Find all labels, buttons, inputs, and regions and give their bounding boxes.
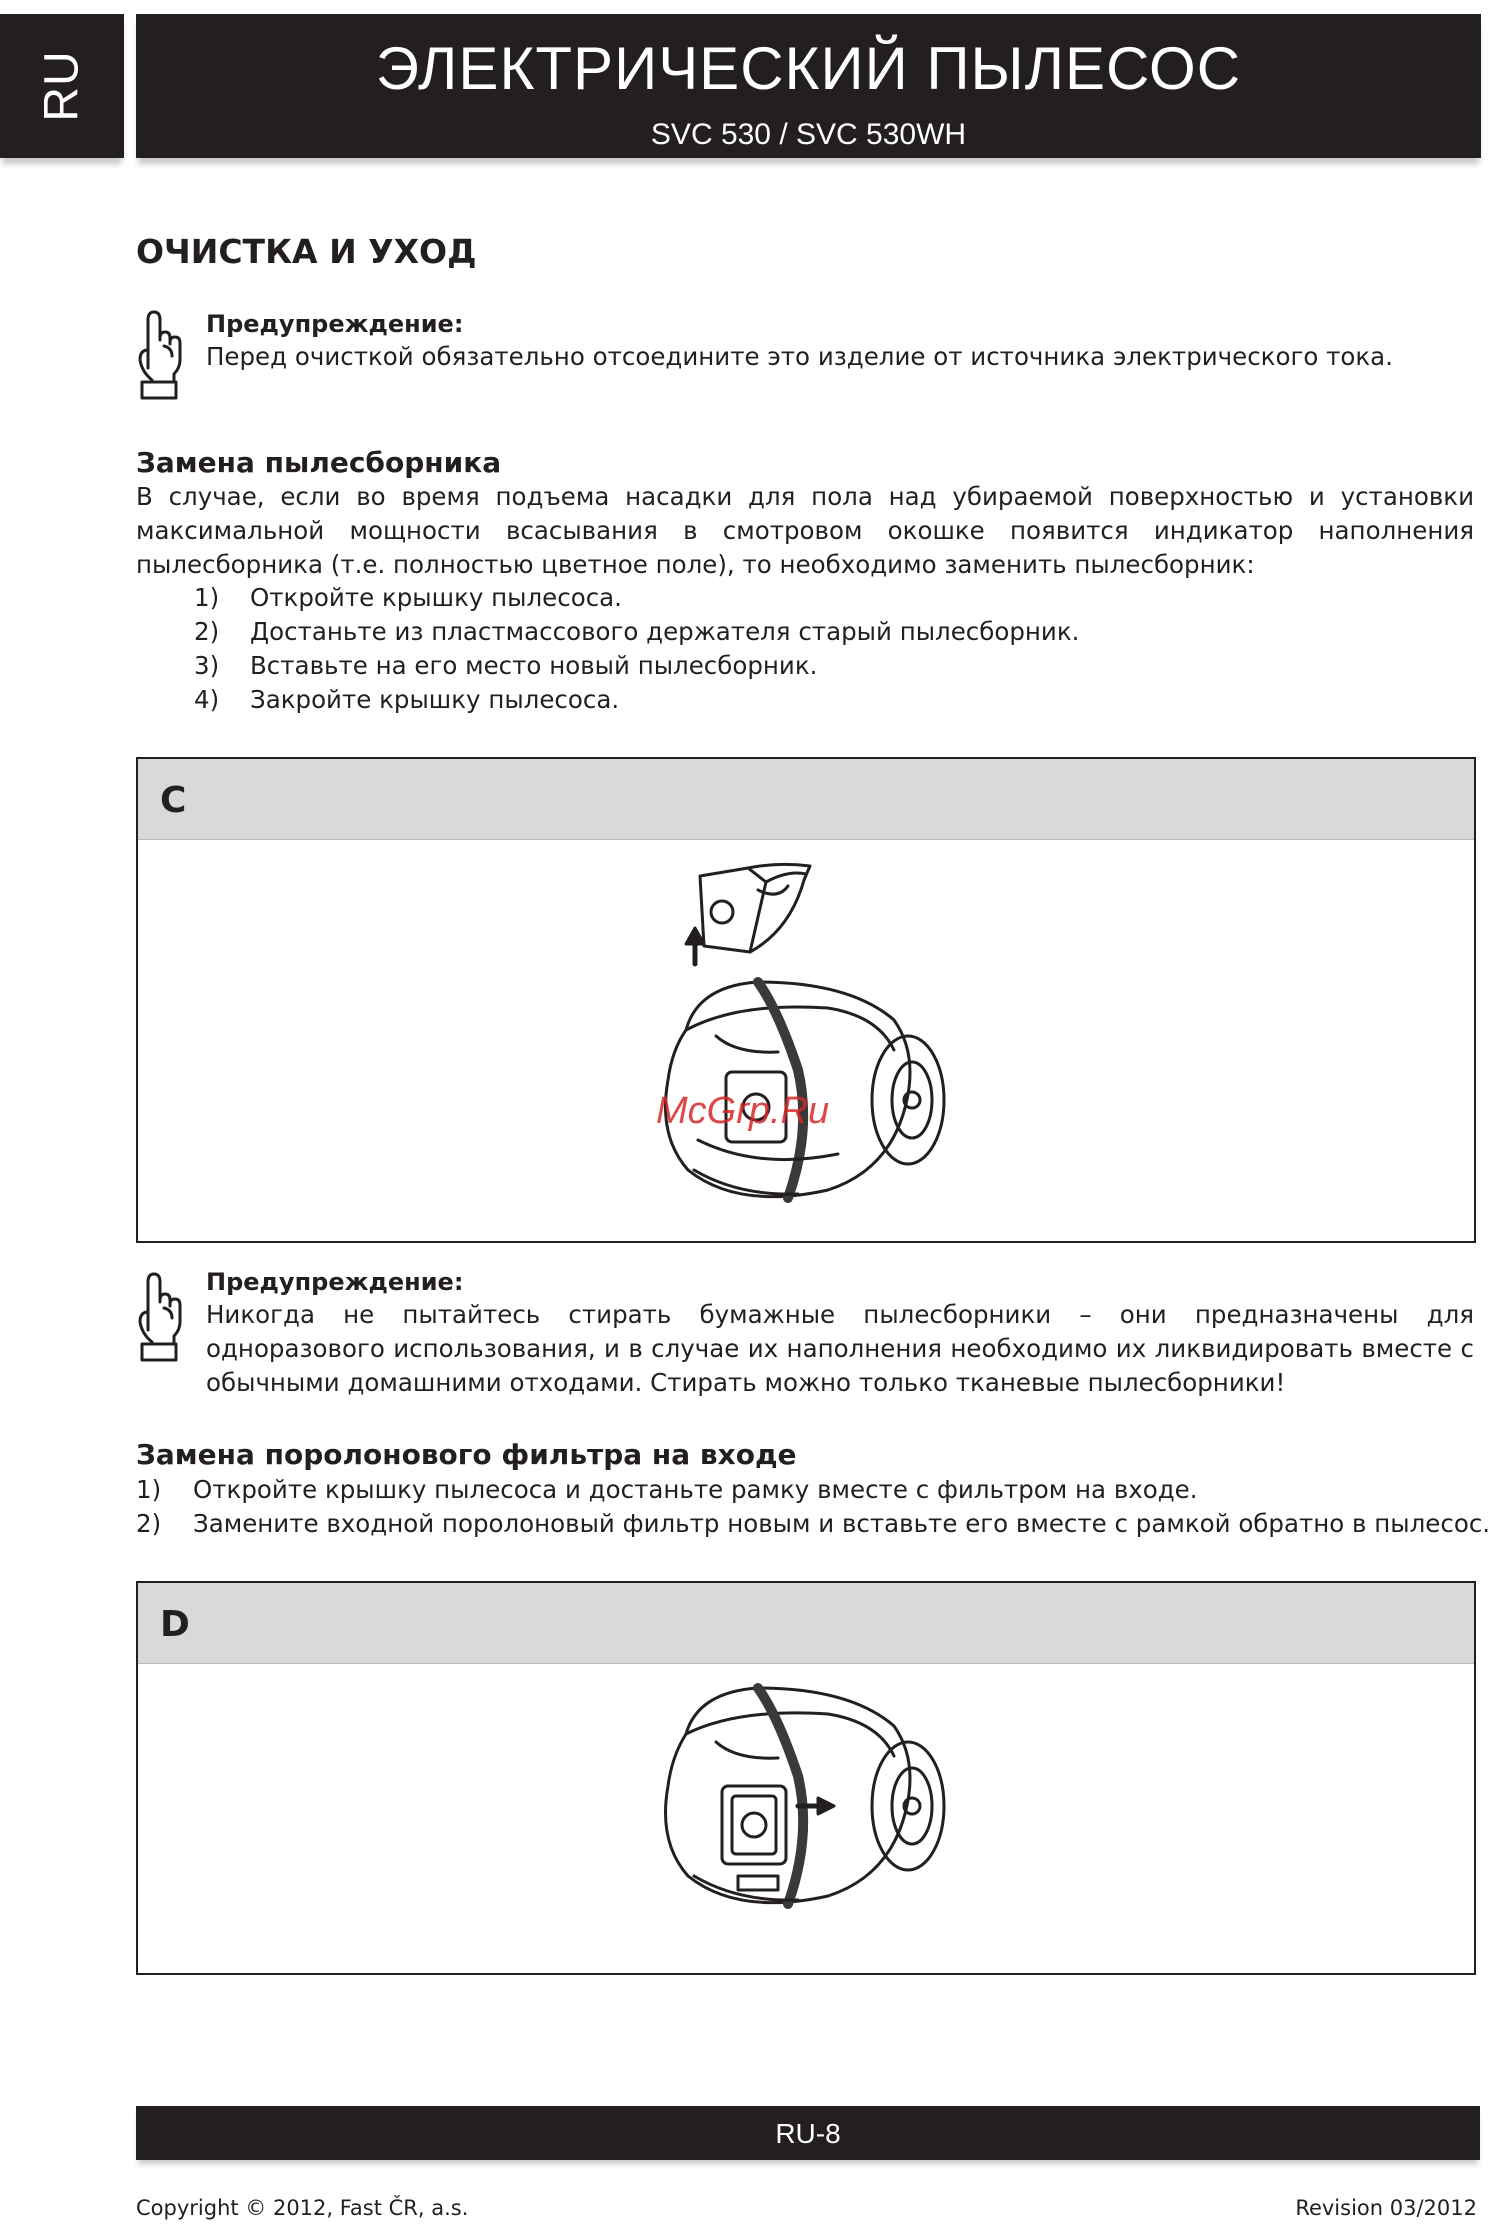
step-text: Замените входной поролоновый фильтр новым и вставьте его вместе с рамкой обратно в пылесос. (193, 1509, 1491, 1538)
step-text: Вставьте на его место новый пылесборник. (250, 651, 818, 680)
warning-text: Никогда не пытайтесь стирать бумажные пылесборники – они предназначены для одноразового использования, и в случае их наполнения необходимо их ликвидировать вместе с обычными домашними отходами. Стирать можно только тканевые пылесборники! (206, 1300, 1474, 1397)
page-number: RU-8 (775, 2118, 841, 2149)
vacuum-filter-illustration (138, 1664, 1474, 1972)
footer-bar (136, 2106, 1480, 2160)
revision: Revision 03/2012 (1295, 2196, 1477, 2220)
bag-paragraph: В случае, если во время подъема насадки для пола над убираемой поверхностью и установки максимальной мощности всасывания в смотровом окошке появится индикатор наполнения пылесборника (т.е. полностью цветное поле), то необходимо заменить пылесборник: (136, 482, 1474, 579)
list-item (136, 1473, 1490, 1507)
figure-c (136, 757, 1476, 1243)
header-bar (136, 14, 1481, 158)
warning-1 (206, 310, 1474, 374)
step-number: 1) (136, 1475, 162, 1504)
list-item (194, 615, 1079, 649)
bag-steps (194, 581, 1079, 717)
figure-label: D (138, 1583, 1474, 1664)
model-subtitle: SVC 530 / SVC 530WH (650, 118, 967, 151)
filter-heading: Замена поролонового фильтра на входе (136, 1438, 797, 1471)
warning-2 (206, 1268, 1474, 1400)
copyright: Copyright © 2012, Fast ČR, a.s. (136, 2196, 469, 2220)
filter-steps (136, 1473, 1490, 1541)
page-title: ЭЛЕКТРИЧЕСКИЙ ПЫЛЕСОС (375, 35, 1242, 102)
pointing-hand-icon (134, 1266, 186, 1364)
list-item (194, 683, 1079, 717)
pointing-hand-icon (134, 304, 186, 402)
step-text: Откройте крышку пылесоса. (250, 583, 622, 612)
list-item (136, 1507, 1490, 1541)
language-tab (0, 14, 124, 158)
bag-heading: Замена пылесборника (136, 446, 502, 479)
vacuum-bag-illustration (138, 840, 1474, 1240)
step-text: Закройте крышку пылесоса. (250, 685, 620, 714)
step-number: 1) (194, 583, 220, 612)
step-number: 3) (194, 651, 220, 680)
figure-label: C (138, 759, 1474, 840)
language-label: RU (35, 50, 89, 122)
step-number: 2) (194, 617, 220, 646)
list-item (194, 581, 1079, 615)
step-number: 4) (194, 685, 220, 714)
step-text: Достаньте из пластмассового держателя старый пылесборник. (250, 617, 1080, 646)
step-number: 2) (136, 1509, 162, 1538)
warning-title: Предупреждение: (206, 1268, 464, 1296)
section-title: ОЧИСТКА И УХОД (136, 232, 477, 271)
warning-text: Перед очисткой обязательно отсоедините это изделие от источника электрического тока. (206, 342, 1393, 371)
figure-d (136, 1581, 1476, 1975)
warning-title: Предупреждение: (206, 310, 464, 338)
list-item (194, 649, 1079, 683)
watermark: McGrp.Ru (656, 1090, 830, 1132)
step-text: Откройте крышку пылесоса и достаньте рамку вместе с фильтром на входе. (193, 1475, 1198, 1504)
